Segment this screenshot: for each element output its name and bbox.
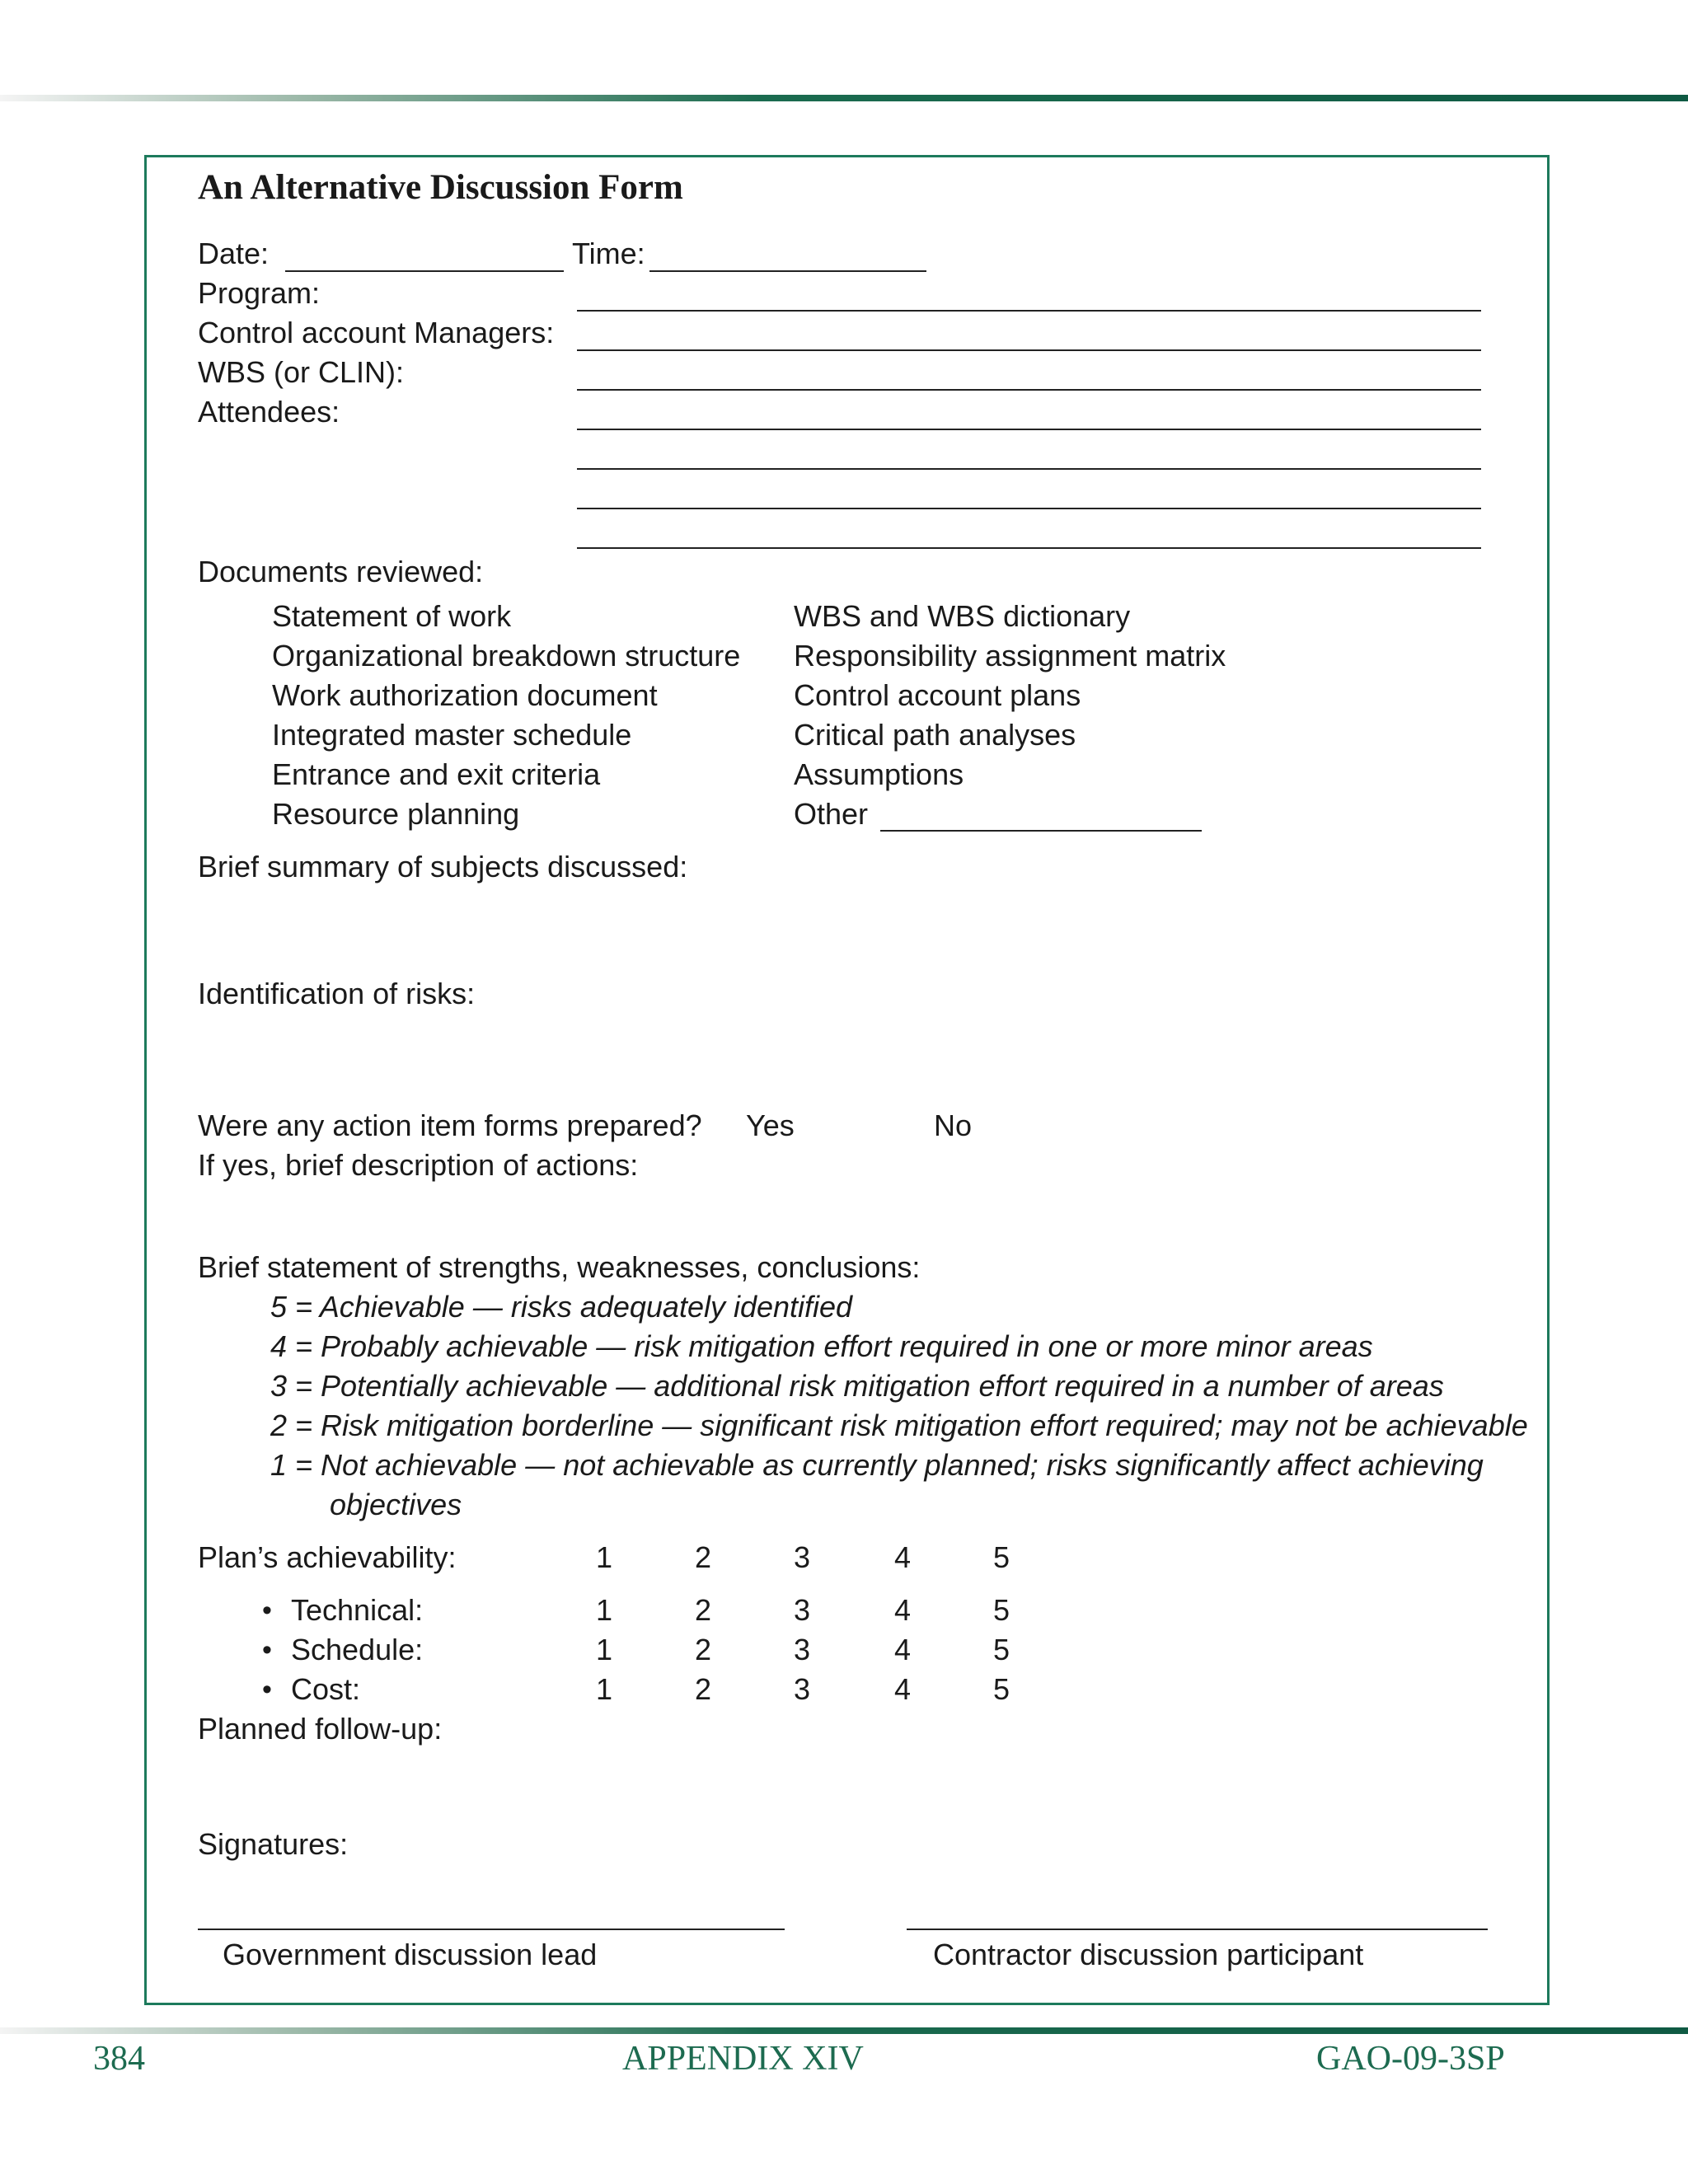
- rating-option[interactable]: 4: [893, 1593, 912, 1627]
- schedule-label: Schedule:: [291, 1633, 424, 1666]
- rating-option[interactable]: 2: [694, 1593, 712, 1627]
- cam-field[interactable]: [577, 349, 1481, 351]
- rating-option[interactable]: 1: [595, 1593, 613, 1627]
- bottom-rule: [0, 2027, 1688, 2034]
- wbs-label: WBS (or CLIN):: [198, 355, 405, 389]
- scale-item: 1 = Not achievable — not achievable as currently planned; risks significantly affect achieving: [270, 1448, 1484, 1482]
- attendees-field-1[interactable]: [577, 429, 1481, 430]
- document-item: Other: [794, 797, 869, 831]
- scale-item: 5 = Achievable — risks adequately identified: [270, 1290, 853, 1324]
- contractor-signature-line[interactable]: [907, 1929, 1488, 1930]
- document-item: Critical path analyses: [794, 718, 1076, 752]
- rating-option[interactable]: 2: [694, 1540, 712, 1574]
- document-item: Responsibility assignment matrix: [794, 639, 1226, 673]
- document-item: Control account plans: [794, 678, 1081, 712]
- rating-option[interactable]: 1: [595, 1540, 613, 1574]
- page-number: 384: [93, 2040, 145, 2078]
- time-field[interactable]: [649, 270, 926, 272]
- rating-option[interactable]: 5: [992, 1672, 1010, 1706]
- rating-option[interactable]: 3: [793, 1593, 811, 1627]
- footer-section: APPENDIX XIV: [622, 2040, 864, 2078]
- attendees-label: Attendees:: [198, 395, 340, 429]
- scale-item: 2 = Risk mitigation borderline — significant risk mitigation effort required; may not be achievable: [270, 1408, 1528, 1442]
- attendees-field-4[interactable]: [577, 547, 1481, 549]
- document-item: Work authorization document: [272, 678, 658, 712]
- action-description-label: If yes, brief description of actions:: [198, 1148, 639, 1182]
- document-item: Organizational breakdown structure: [272, 639, 741, 673]
- rating-option[interactable]: 2: [694, 1633, 712, 1666]
- strengths-label: Brief statement of strengths, weaknesses, conclusions:: [198, 1250, 921, 1284]
- summary-label: Brief summary of subjects discussed:: [198, 850, 688, 883]
- bullet-icon: •: [262, 1634, 272, 1666]
- government-signature-caption: Government discussion lead: [223, 1938, 598, 1971]
- risks-label: Identification of risks:: [198, 977, 476, 1010]
- cost-label: Cost:: [291, 1672, 361, 1706]
- scale-item-continuation: objectives: [330, 1488, 462, 1521]
- rating-option[interactable]: 5: [992, 1633, 1010, 1666]
- attendees-field-2[interactable]: [577, 468, 1481, 470]
- other-document-field[interactable]: [880, 830, 1202, 832]
- footer-report-id: GAO-09-3SP: [1316, 2040, 1505, 2078]
- rating-option[interactable]: 3: [793, 1633, 811, 1666]
- government-signature-line[interactable]: [198, 1929, 785, 1930]
- top-rule: [0, 95, 1688, 101]
- signatures-label: Signatures:: [198, 1827, 349, 1861]
- rating-option[interactable]: 5: [992, 1593, 1010, 1627]
- document-item: Resource planning: [272, 797, 520, 831]
- rating-option[interactable]: 4: [893, 1633, 912, 1666]
- scale-item: 4 = Probably achievable — risk mitigation effort required in one or more minor areas: [270, 1329, 1373, 1363]
- yes-option[interactable]: Yes: [746, 1108, 795, 1142]
- rating-option[interactable]: 2: [694, 1672, 712, 1706]
- program-field[interactable]: [577, 310, 1481, 312]
- rating-option[interactable]: 4: [893, 1540, 912, 1574]
- document-item: Statement of work: [272, 599, 512, 633]
- form-title: An Alternative Discussion Form: [198, 168, 683, 207]
- document-item: WBS and WBS dictionary: [794, 599, 1131, 633]
- rating-option[interactable]: 3: [793, 1672, 811, 1706]
- achievability-label: Plan’s achievability:: [198, 1540, 457, 1574]
- program-label: Program:: [198, 276, 321, 310]
- scale-item: 3 = Potentially achievable — additional risk mitigation effort required in a number of areas: [270, 1369, 1444, 1403]
- date-label: Date:: [198, 237, 270, 270]
- document-item: Integrated master schedule: [272, 718, 632, 752]
- wbs-field[interactable]: [577, 389, 1481, 391]
- contractor-signature-caption: Contractor discussion participant: [933, 1938, 1364, 1971]
- rating-option[interactable]: 4: [893, 1672, 912, 1706]
- attendees-field-3[interactable]: [577, 508, 1481, 509]
- rating-option[interactable]: 1: [595, 1672, 613, 1706]
- rating-option[interactable]: 1: [595, 1633, 613, 1666]
- rating-option[interactable]: 5: [992, 1540, 1010, 1574]
- time-label: Time:: [572, 237, 645, 270]
- action-question: Were any action item forms prepared?: [198, 1108, 702, 1142]
- followup-label: Planned follow-up:: [198, 1712, 443, 1746]
- bullet-icon: •: [262, 1674, 272, 1705]
- bullet-icon: •: [262, 1595, 272, 1626]
- document-item: Assumptions: [794, 757, 964, 791]
- cam-label: Control account Managers:: [198, 316, 555, 349]
- no-option[interactable]: No: [934, 1108, 973, 1142]
- date-field[interactable]: [285, 270, 564, 272]
- document-item: Entrance and exit criteria: [272, 757, 601, 791]
- documents-label: Documents reviewed:: [198, 555, 484, 588]
- technical-label: Technical:: [291, 1593, 424, 1627]
- rating-option[interactable]: 3: [793, 1540, 811, 1574]
